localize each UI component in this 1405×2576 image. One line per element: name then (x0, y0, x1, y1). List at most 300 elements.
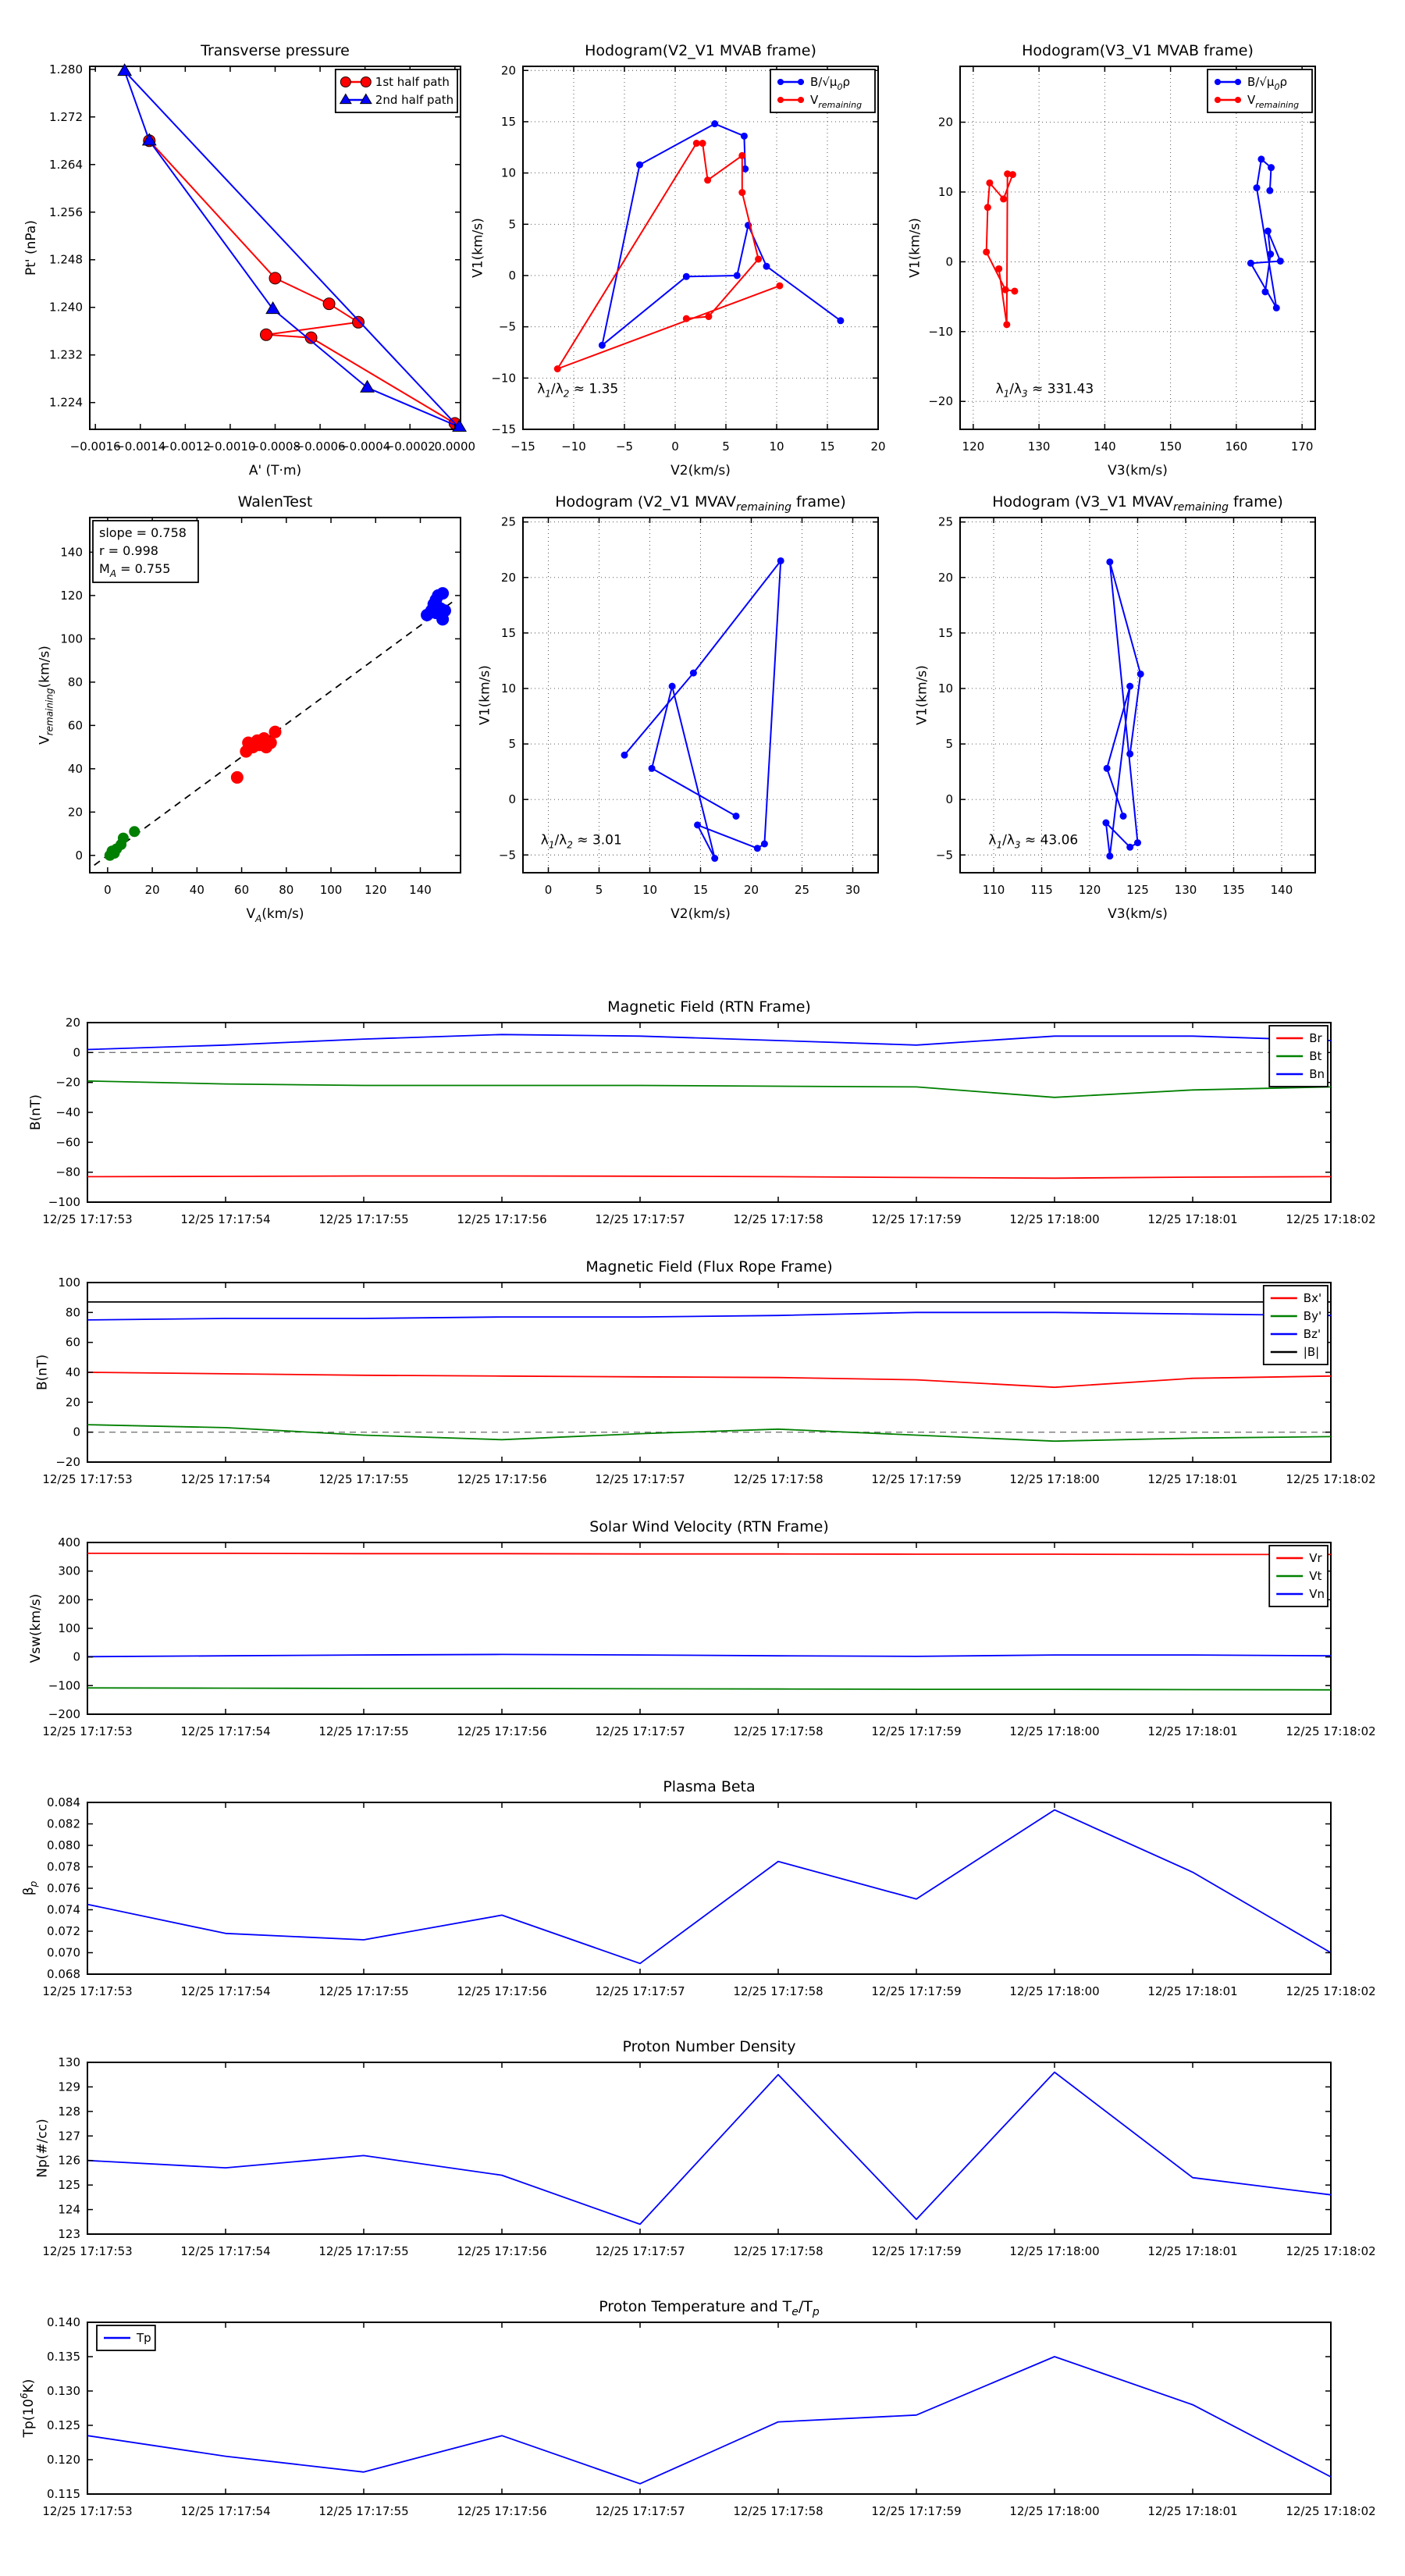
marker-dot (1011, 287, 1018, 294)
y-tick-label: 20 (67, 805, 83, 820)
y-tick-label: 0.130 (47, 2384, 80, 2398)
x-tick-label: 12/25 17:17:57 (595, 1984, 685, 1998)
y-tick-label: −100 (48, 1195, 80, 1209)
y-tick-label: 10 (500, 681, 516, 696)
marker-dot (1137, 671, 1144, 678)
stats-line: slope = 0.758 (99, 525, 187, 540)
y-tick-label: 123 (58, 2227, 80, 2241)
marker-dot (1264, 228, 1272, 235)
axis-label-y: Np(#/cc) (34, 2119, 51, 2178)
y-tick-label: 0 (75, 848, 83, 863)
x-tick-label: 12/25 17:18:01 (1147, 1984, 1238, 1998)
marker-dot (1002, 286, 1009, 294)
x-tick-label: −0.0002 (384, 439, 436, 454)
y-tick-label: 60 (67, 718, 83, 733)
x-tick-label: 12/25 17:17:55 (318, 2244, 409, 2258)
x-tick-label: 12/25 17:18:02 (1286, 1472, 1376, 1486)
x-tick-label: −15 (510, 439, 535, 454)
y-tick-label: 20 (65, 1395, 80, 1410)
y-tick-label: 0.078 (47, 1859, 80, 1874)
stats-box (93, 521, 198, 582)
y-tick-label: 120 (60, 588, 83, 603)
marker-dot (711, 855, 718, 862)
legend-label: $V_{remaining}$ (1247, 93, 1300, 110)
y-tick-label: 0 (73, 1649, 80, 1664)
axis-label-y: V1(km/s) (477, 665, 493, 725)
x-tick-label: 125 (1126, 883, 1149, 897)
x-tick-label: 12/25 17:17:56 (457, 1724, 547, 1738)
legend (1269, 1026, 1328, 1087)
marker-dot (986, 180, 993, 187)
marker-dot (269, 726, 282, 738)
x-tick-label: −0.0008 (249, 439, 301, 454)
y-tick-label: 127 (58, 2129, 80, 2144)
annotation: $\lambda_1/\lambda_3 \approx 43.06$ (988, 832, 1079, 851)
y-tick-label: 0.084 (47, 1795, 80, 1809)
legend-label: Bt (1309, 1049, 1322, 1063)
legend-label: $V_{remaining}$ (810, 93, 863, 110)
x-tick-label: 12/25 17:17:55 (318, 1724, 409, 1738)
x-tick-label: 12/25 17:18:02 (1286, 1724, 1376, 1738)
x-tick-label: 40 (189, 883, 205, 897)
y-tick-label: 124 (58, 2202, 80, 2217)
x-tick-label: 12/25 17:18:00 (1009, 1724, 1100, 1738)
x-tick-label: 12/25 17:17:53 (42, 1984, 133, 1998)
x-tick-label: −10 (561, 439, 586, 454)
x-tick-label: 0 (544, 883, 553, 897)
marker-dot (265, 737, 277, 749)
y-tick-label: 1.256 (49, 205, 83, 219)
x-tick-label: 20 (743, 883, 759, 897)
y-tick-label: −40 (55, 1105, 80, 1119)
axis-label-x: $V_A(km/s)$ (246, 906, 304, 924)
legend-label: Bx' (1303, 1291, 1322, 1305)
marker-dot (1215, 79, 1221, 85)
x-tick-label: 12/25 17:17:54 (180, 1724, 271, 1738)
chart-title: Hodogram (V2_V1 $MVAV_{remaining}$ frame) (555, 493, 846, 514)
y-tick-label: 5 (508, 737, 516, 752)
marker-dot (1266, 187, 1273, 194)
axis-label-y: $Tp(10^6K)$ (19, 2379, 37, 2438)
x-tick-label: 5 (595, 883, 603, 897)
axis-label-y: B(nT) (27, 1094, 44, 1131)
axis-label-x: V3(km/s) (1108, 906, 1168, 922)
x-tick-label: 12/25 17:17:54 (180, 2504, 271, 2518)
legend (1269, 1546, 1328, 1606)
marker-dot (754, 845, 761, 852)
marker-dot (738, 189, 745, 196)
x-tick-label: 120 (364, 883, 387, 897)
marker-dot (777, 79, 784, 85)
marker-dot (1000, 195, 1007, 202)
x-tick-label: 15 (820, 439, 835, 454)
marker-dot (711, 120, 718, 127)
x-tick-label: 12/25 17:17:59 (871, 2504, 962, 2518)
marker-dot (1268, 164, 1275, 171)
chart-title: Plasma Beta (663, 1778, 756, 1795)
y-tick-label: 1.264 (49, 157, 83, 172)
marker-dot (763, 263, 770, 270)
marker-dot (1235, 79, 1241, 85)
y-tick-label: 10 (500, 165, 516, 180)
y-tick-label: 1.280 (49, 62, 83, 76)
marker-dot (704, 176, 711, 183)
axis-label-x: V2(km/s) (670, 463, 731, 479)
x-tick-label: −0.0004 (340, 439, 391, 454)
marker-circle (269, 272, 281, 284)
x-tick-label: 12/25 17:17:56 (457, 1984, 547, 1998)
axis-label-x: V3(km/s) (1108, 463, 1168, 479)
chart-title: Proton Temperature and $T_e/T_p$ (599, 2298, 820, 2318)
marker-dot (705, 313, 712, 320)
x-tick-label: 12/25 17:17:58 (733, 1724, 823, 1738)
y-tick-label: 5 (945, 737, 953, 752)
x-tick-label: 160 (1225, 439, 1248, 454)
x-tick-label: 12/25 17:17:54 (180, 1984, 271, 1998)
x-tick-label: 12/25 17:18:01 (1147, 2504, 1238, 2518)
x-tick-label: 12/25 17:17:57 (595, 2244, 685, 2258)
marker-dot (738, 152, 745, 159)
marker-dot (690, 670, 697, 677)
y-tick-label: 140 (60, 545, 83, 560)
x-tick-label: 15 (692, 883, 709, 897)
marker-dot (683, 315, 690, 322)
annotation: $\lambda_1/\lambda_2 \approx 1.35$ (537, 381, 619, 400)
x-tick-label: 120 (1078, 883, 1101, 897)
marker-dot (777, 97, 784, 103)
x-tick-label: 130 (1174, 883, 1197, 897)
marker-dot (1215, 97, 1221, 103)
x-tick-label: −0.0016 (69, 439, 121, 454)
legend (1208, 69, 1312, 112)
x-tick-label: 12/25 17:17:59 (871, 1984, 962, 1998)
x-tick-label: 12/25 17:17:53 (42, 2504, 133, 2518)
y-tick-label: −5 (498, 848, 516, 863)
marker-dot (669, 683, 676, 690)
legend-label: Vn (1309, 1587, 1325, 1601)
x-tick-label: 12/25 17:17:53 (42, 1212, 133, 1226)
marker-circle (323, 298, 335, 310)
x-tick-label: 12/25 17:17:56 (457, 2504, 547, 2518)
y-tick-label: 0 (73, 1045, 80, 1060)
y-tick-label: 20 (937, 570, 953, 585)
x-tick-label: 10 (642, 883, 658, 897)
chart-title: Transverse pressure (201, 42, 350, 59)
x-tick-label: 12/25 17:18:02 (1286, 1212, 1376, 1226)
chart-title: Hodogram(V3_V1 MVAB frame) (1022, 42, 1254, 59)
y-tick-label: 0.076 (47, 1881, 80, 1895)
marker-dot (599, 342, 606, 349)
x-tick-label: −0.0014 (115, 439, 166, 454)
marker-dot (741, 133, 748, 140)
chart-title: Hodogram (V3_V1 $MVAV_{remaining}$ frame) (992, 493, 1283, 514)
x-tick-label: 12/25 17:18:00 (1009, 2504, 1100, 2518)
marker-dot (1126, 844, 1133, 851)
legend (97, 2325, 155, 2350)
x-tick-label: 5 (722, 439, 730, 454)
x-tick-label: 30 (845, 883, 861, 897)
marker-dot (983, 248, 990, 255)
y-tick-label: 0.120 (47, 2453, 80, 2467)
legend-label: Bz' (1303, 1327, 1321, 1341)
marker-circle (353, 316, 365, 328)
x-tick-label: 12/25 17:17:56 (457, 1472, 547, 1486)
x-tick-label: 12/25 17:18:02 (1286, 2504, 1376, 2518)
y-tick-label: 60 (65, 1335, 80, 1350)
y-tick-label: 25 (500, 514, 516, 529)
marker-dot (439, 604, 451, 617)
y-tick-label: −5 (935, 848, 953, 863)
legend-label: 1st half path (375, 75, 450, 89)
x-tick-label: 80 (279, 883, 294, 897)
x-tick-label: 12/25 17:17:55 (318, 2504, 409, 2518)
x-tick-label: 12/25 17:17:59 (871, 2244, 962, 2258)
legend-label: Vr (1309, 1551, 1322, 1565)
chart-title: Magnetic Field (RTN Frame) (607, 998, 811, 1016)
marker-dot (683, 273, 690, 280)
marker-dot (1257, 155, 1264, 162)
marker-dot (1104, 765, 1111, 772)
x-tick-label: 12/25 17:18:02 (1286, 2244, 1376, 2258)
x-tick-label: 12/25 17:17:56 (457, 2244, 547, 2258)
x-tick-label: 12/25 17:18:01 (1147, 1724, 1238, 1738)
marker-dot (1102, 820, 1109, 827)
x-tick-label: −0.0012 (159, 439, 211, 454)
marker-dot (1267, 251, 1274, 258)
axis-label-y: Vsw(km/s) (27, 1593, 44, 1663)
x-tick-label: 12/25 17:17:57 (595, 1212, 685, 1226)
x-tick-label: 12/25 17:17:58 (733, 1212, 823, 1226)
y-tick-label: 400 (58, 1535, 80, 1550)
x-tick-label: 100 (319, 883, 343, 897)
marker-dot (1126, 750, 1133, 757)
x-tick-label: 12/25 17:18:00 (1009, 1984, 1100, 1998)
y-tick-label: −80 (55, 1165, 80, 1179)
y-tick-label: 40 (67, 761, 83, 776)
axis-label-y: V1(km/s) (470, 218, 486, 278)
x-tick-label: 130 (1027, 439, 1051, 454)
y-tick-label: 0.140 (47, 2315, 80, 2329)
marker-dot (734, 272, 741, 279)
marker-dot (118, 833, 129, 844)
marker-dot (995, 265, 1002, 272)
y-tick-label: 40 (65, 1365, 80, 1379)
legend (1264, 1286, 1328, 1364)
marker-circle (260, 329, 272, 340)
y-tick-label: 0 (508, 792, 516, 807)
stats-line: $M_A = 0.755$ (99, 561, 171, 579)
marker-dot (699, 140, 706, 147)
y-tick-label: 15 (937, 625, 953, 640)
y-tick-label: 15 (500, 625, 516, 640)
legend-label: Bn (1309, 1067, 1325, 1081)
marker-dot (1134, 839, 1141, 846)
marker-dot (761, 841, 768, 848)
x-tick-label: 12/25 17:17:54 (180, 1212, 271, 1226)
x-tick-label: 140 (1094, 439, 1116, 454)
marker-dot (798, 79, 804, 85)
y-tick-label: 0 (945, 254, 953, 269)
y-tick-label: 10 (937, 681, 953, 696)
x-tick-label: 20 (870, 439, 886, 454)
x-tick-label: −5 (615, 439, 634, 454)
y-tick-label: 20 (937, 115, 953, 130)
y-tick-label: −20 (55, 1075, 80, 1090)
y-tick-label: 0 (508, 268, 516, 283)
y-tick-label: 0.070 (47, 1945, 80, 1960)
y-tick-label: 0.125 (47, 2418, 80, 2432)
chart-title: Magnetic Field (Flux Rope Frame) (585, 1258, 833, 1276)
legend-label: $B/√\mu_0\rho$ (1247, 75, 1287, 92)
y-tick-label: −10 (928, 324, 953, 339)
marker-circle (340, 77, 350, 87)
marker-dot (129, 826, 140, 837)
stats-line: r = 0.998 (99, 543, 158, 558)
marker-dot (1277, 258, 1284, 265)
y-tick-label: 20 (500, 570, 516, 585)
x-tick-label: 12/25 17:17:58 (733, 1984, 823, 1998)
marker-dot (693, 140, 700, 147)
y-tick-label: 100 (58, 1276, 80, 1290)
marker-dot (755, 255, 762, 262)
y-tick-label: −60 (55, 1135, 80, 1150)
x-tick-label: 25 (794, 883, 810, 897)
axis-label-x: A' (T·m) (248, 463, 302, 479)
x-tick-label: 12/25 17:17:54 (180, 1472, 271, 1486)
x-tick-label: 12/25 17:17:53 (42, 1472, 133, 1486)
y-tick-label: −20 (928, 394, 953, 409)
y-tick-label: 0 (945, 792, 953, 807)
y-tick-label: 100 (58, 1621, 80, 1635)
x-tick-label: 12/25 17:17:55 (318, 1984, 409, 1998)
y-tick-label: 0.068 (47, 1967, 80, 1981)
y-tick-label: 0.115 (47, 2487, 80, 2501)
y-tick-label: 100 (60, 632, 83, 646)
legend (336, 69, 457, 112)
x-tick-label: 12/25 17:17:58 (733, 2244, 823, 2258)
y-tick-label: 20 (500, 63, 516, 78)
y-tick-label: 25 (937, 514, 953, 529)
y-tick-label: 129 (58, 2080, 80, 2094)
y-tick-label: 0.082 (47, 1816, 80, 1831)
marker-dot (1254, 184, 1261, 191)
y-tick-label: 20 (65, 1016, 80, 1030)
x-tick-label: 12/25 17:18:01 (1147, 1472, 1238, 1486)
x-tick-label: 12/25 17:17:54 (180, 2244, 271, 2258)
axis-label-y: V1(km/s) (914, 665, 930, 725)
y-tick-label: 0 (73, 1425, 80, 1439)
y-tick-label: 130 (58, 2055, 80, 2069)
chart-title: Hodogram(V2_V1 MVAB frame) (585, 42, 816, 59)
x-tick-label: 140 (1270, 883, 1293, 897)
x-tick-label: 12/25 17:17:59 (871, 1472, 962, 1486)
axis-label-y: Pt' (nPa) (23, 220, 39, 276)
x-tick-label: 12/25 17:17:58 (733, 1472, 823, 1486)
y-tick-label: 1.272 (49, 109, 83, 124)
x-tick-label: 12/25 17:17:59 (871, 1212, 962, 1226)
x-tick-label: 12/25 17:17:55 (318, 1472, 409, 1486)
legend-label: Vt (1309, 1569, 1322, 1583)
x-tick-label: 12/25 17:18:01 (1147, 1212, 1238, 1226)
marker-dot (1261, 288, 1268, 295)
marker-dot (1247, 260, 1254, 267)
y-tick-label: 1.248 (49, 252, 83, 267)
y-tick-label: 5 (508, 217, 516, 232)
x-tick-label: 12/25 17:17:57 (595, 1472, 685, 1486)
x-tick-label: 20 (144, 883, 160, 897)
legend-label: Br (1309, 1031, 1322, 1045)
y-tick-label: 1.232 (49, 347, 83, 362)
x-tick-label: 12/25 17:18:00 (1009, 2244, 1100, 2258)
y-tick-label: −15 (491, 422, 516, 436)
y-tick-label: 125 (58, 2178, 80, 2193)
x-tick-label: 140 (409, 883, 432, 897)
marker-dot (1106, 558, 1113, 565)
y-tick-label: 0.072 (47, 1924, 80, 1938)
y-tick-label: −5 (498, 319, 516, 334)
legend-label: 2nd half path (375, 93, 454, 107)
y-tick-label: 0.080 (47, 1838, 80, 1852)
y-tick-label: 128 (58, 2104, 80, 2119)
marker-dot (694, 821, 701, 828)
marker-circle (361, 77, 371, 87)
marker-dot (733, 813, 740, 820)
axis-label-y: B(nT) (34, 1354, 51, 1391)
marker-dot (1106, 852, 1113, 859)
marker-dot (636, 162, 643, 169)
legend-label: Tp (137, 2331, 151, 2345)
chart-title: Proton Number Density (622, 2038, 796, 2055)
x-tick-label: 0.0000 (434, 439, 476, 454)
x-tick-label: 115 (1030, 883, 1053, 897)
legend-label: $B/√\mu_0\rho$ (810, 75, 850, 92)
y-tick-label: −20 (55, 1455, 80, 1469)
chart-title: Solar Wind Velocity (RTN Frame) (589, 1518, 829, 1535)
x-tick-label: 12/25 17:17:53 (42, 2244, 133, 2258)
marker-dot (777, 557, 784, 564)
marker-dot (1126, 683, 1133, 690)
x-tick-label: 12/25 17:17:53 (42, 1724, 133, 1738)
x-tick-label: 12/25 17:17:58 (733, 2504, 823, 2518)
x-tick-label: 10 (769, 439, 784, 454)
x-tick-label: 12/25 17:17:55 (318, 1212, 409, 1226)
marker-dot (231, 771, 244, 784)
marker-dot (554, 365, 561, 372)
marker-dot (1003, 321, 1010, 328)
y-tick-label: 15 (500, 114, 516, 129)
y-tick-label: 1.224 (49, 395, 83, 410)
marker-dot (776, 283, 783, 290)
legend-label: By' (1303, 1309, 1322, 1323)
x-tick-label: 60 (234, 883, 250, 897)
marker-dot (649, 765, 656, 772)
y-tick-label: 126 (58, 2153, 80, 2168)
x-tick-label: 12/25 17:18:01 (1147, 2244, 1238, 2258)
axis-label-y: V1(km/s) (907, 218, 923, 278)
annotation: $\lambda_1/\lambda_2 \approx 3.01$ (540, 832, 622, 851)
x-tick-label: 12/25 17:17:57 (595, 1724, 685, 1738)
marker-dot (436, 587, 449, 600)
marker-dot (1235, 97, 1241, 103)
y-tick-label: 80 (67, 674, 83, 689)
marker-dot (1273, 304, 1280, 311)
x-tick-label: −0.0010 (205, 439, 256, 454)
axis-label-y: $\beta_p$ (21, 1880, 39, 1896)
x-tick-label: −0.0006 (294, 439, 346, 454)
y-tick-label: 80 (65, 1305, 80, 1320)
y-tick-label: −200 (48, 1707, 80, 1721)
y-tick-label: 1.240 (49, 300, 83, 315)
